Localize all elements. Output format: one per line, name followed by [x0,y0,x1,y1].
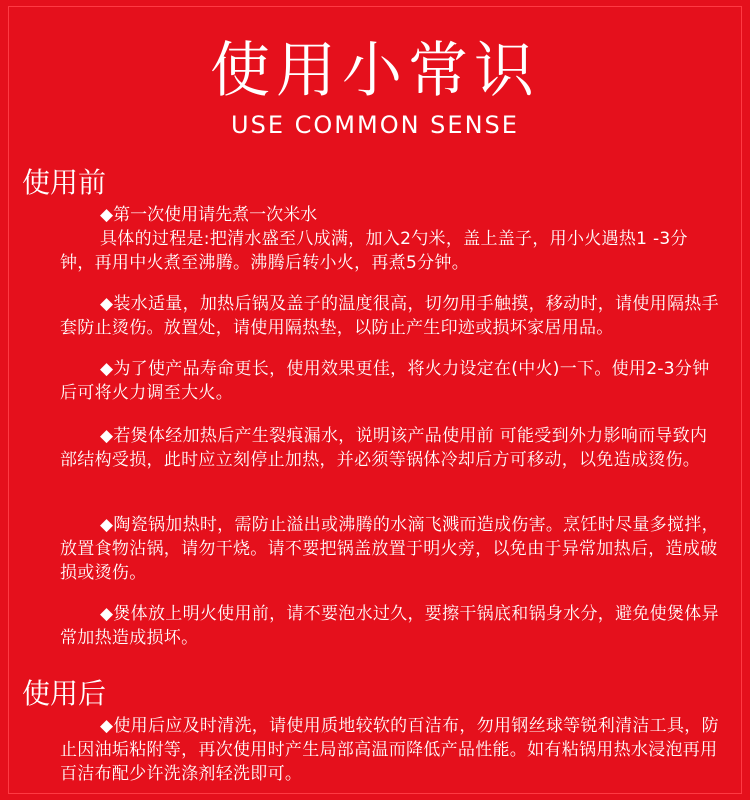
tip-first-use-detail: 具体的过程是:把清水盛至八成满，加入2勺米，盖上盖子，用小火遇热1 -3分钟，再用中火煮至沸腾。沸腾后转小火，再煮5分钟。 [60,229,688,273]
section-heading-after-use: 使用后 [22,677,107,710]
tip-heat-setting: ◆为了使产品寿命更长，使用效果更佳，将火力设定在(中火)一下。使用2-3分钟后可将火力调至大火。 [60,359,710,403]
tip-cleaning: ◆使用后应及时清洗，请使用质地较软的百洁布，勿用钢丝球等锐利清洁工具，防止因油垢粘附等，再次使用时产生局部高温而降低产品性能。如有粘锅用热水浸泡再用百洁布配少许洗涤剂轻洗即可。 [60,716,719,784]
tip-ceramic-heating: ◆陶瓷锅加热时，需防止溢出或沸腾的水滴飞溅而造成伤害。烹饪时尽量多搅拌，放置食物沾锅，请勿干烧。请不要把锅盖放置于明火旁，以免由于异常加热后，造成破损或烫伤。 [60,515,719,583]
page-subtitle: USE COMMON SENSE [231,111,519,139]
tip-first-use: ◆第一次使用请先煮一次米水 [100,205,318,225]
page-title: 使用小常识 [210,36,540,106]
tip-crack-warning: ◆若煲体经加热后产生裂痕漏水，说明该产品使用前 可能受到外力影响而导致内部结构受损，此时应立刻停止加热，并必须等锅体冷却后方可移动，以免造成烫伤。 [60,426,708,470]
tip-open-flame: ◆煲体放上明火使用前，请不要泡水过久，要擦干锅底和锅身水分，避免使煲体异常加热造成损坏。 [60,604,719,648]
tip-water-amount: ◆装水适量，加热后锅及盖子的温度很高，切勿用手触摸，移动时，请使用隔热手套防止烫伤。放置处，请使用隔热垫，以防止产生印迹或损坏家居用品。 [60,294,719,338]
section-heading-before-use: 使用前 [22,166,107,199]
